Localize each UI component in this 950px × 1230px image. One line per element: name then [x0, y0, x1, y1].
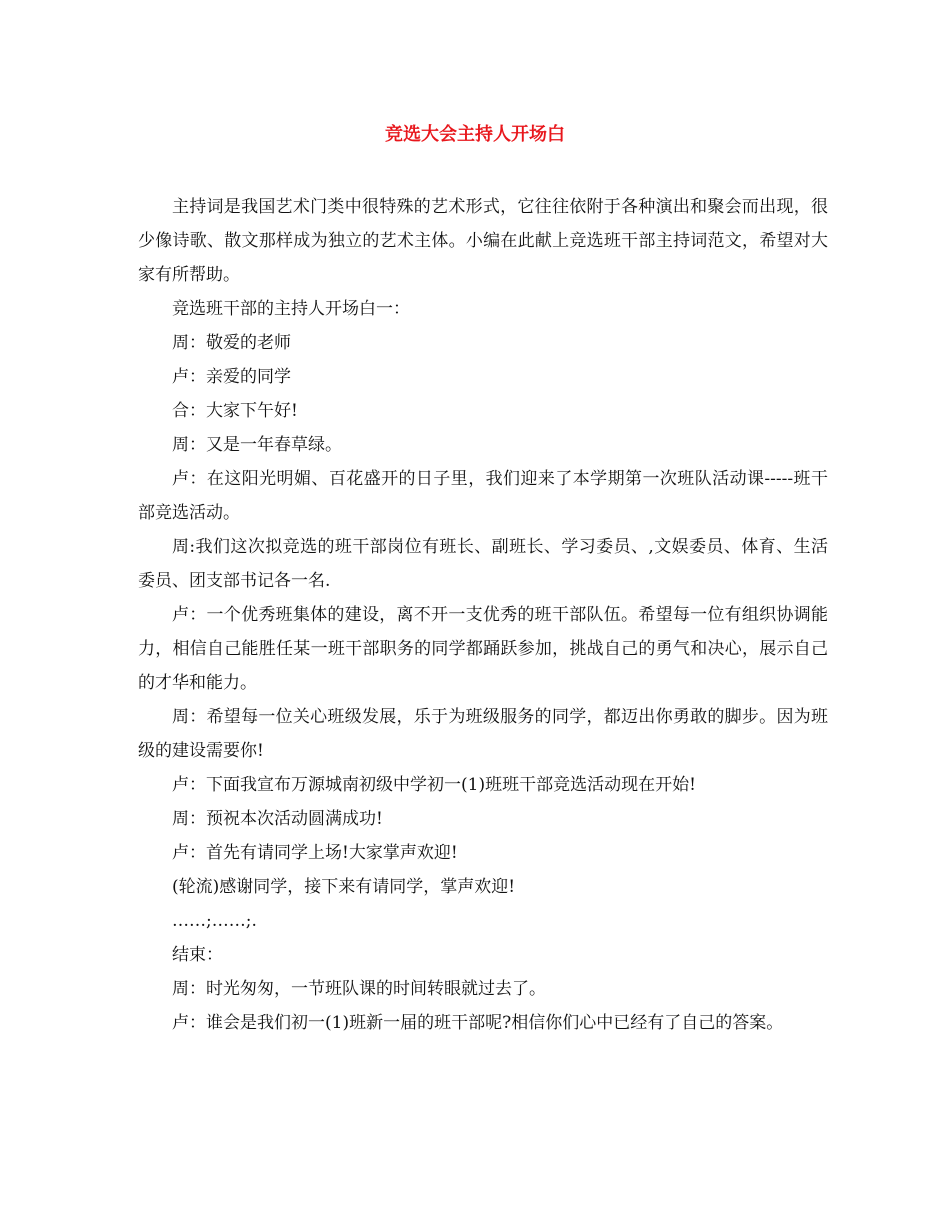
paragraph-line: 周：希望每一位关心班级发展，乐于为班级服务的同学，都迈出你勇敢的脚步。因为班级的建设需要你! [138, 707, 828, 761]
paragraph-line: 卢：一个优秀班集体的建设，离不开一支优秀的班干部队伍。希望每一位有组织协调能力，相信自己能胜任某一班干部职务的同学都踊跃参加，挑战自己的勇气和决心，展示自己的才华和能力。 [138, 605, 828, 693]
paragraph-intro: 主持词是我国艺术门类中很特殊的艺术形式，它往往依附于各种演出和聚会而出现，很少像诗歌、散文那样成为独立的艺术主体。小编在此献上竞选班干部主持词范文，希望对大家有所帮助。 [138, 197, 828, 285]
paragraph-line: 结束： [172, 945, 223, 965]
paragraph-line: (轮流)感谢同学，接下来有请同学，掌声欢迎! [172, 877, 516, 897]
paragraph-line: 卢：在这阳光明媚、百花盛开的日子里，我们迎来了本学期第一次班队活动课-----班干部竞选活动。 [138, 469, 828, 523]
paragraph-line: 周：时光匆匆，一节班队课的时间转眼就过去了。 [172, 979, 546, 999]
paragraph-line: 周：敬爱的老师 [172, 333, 291, 353]
paragraph-section-heading: 竞选班干部的主持人开场白一： [172, 299, 410, 319]
paragraph-line: 卢：下面我宣布万源城南初级中学初一(1)班班干部竞选活动现在开始! [172, 775, 696, 795]
paragraph-line: 卢：亲爱的同学 [172, 367, 291, 387]
paragraph-line: 卢：谁会是我们初一(1)班新一届的班干部呢?相信你们心中已经有了自己的答案。 [172, 1013, 784, 1033]
paragraph-line: 周:我们这次拟竞选的班干部岗位有班长、副班长、学习委员、,文娱委员、体育、生活委员、团支部书记各一名. [138, 537, 828, 591]
paragraph-line: 周：预祝本次活动圆满成功! [172, 809, 383, 829]
document-title: 竞选大会主持人开场白 [385, 124, 565, 145]
paragraph-line: 合：大家下午好! [172, 401, 298, 421]
document-body [138, 190, 828, 1040]
paragraph-line: ……;……;. [172, 911, 257, 931]
paragraph-line: 卢：首先有请同学上场!大家掌声欢迎! [172, 843, 458, 863]
paragraph-line: 周：又是一年春草绿。 [172, 435, 342, 455]
